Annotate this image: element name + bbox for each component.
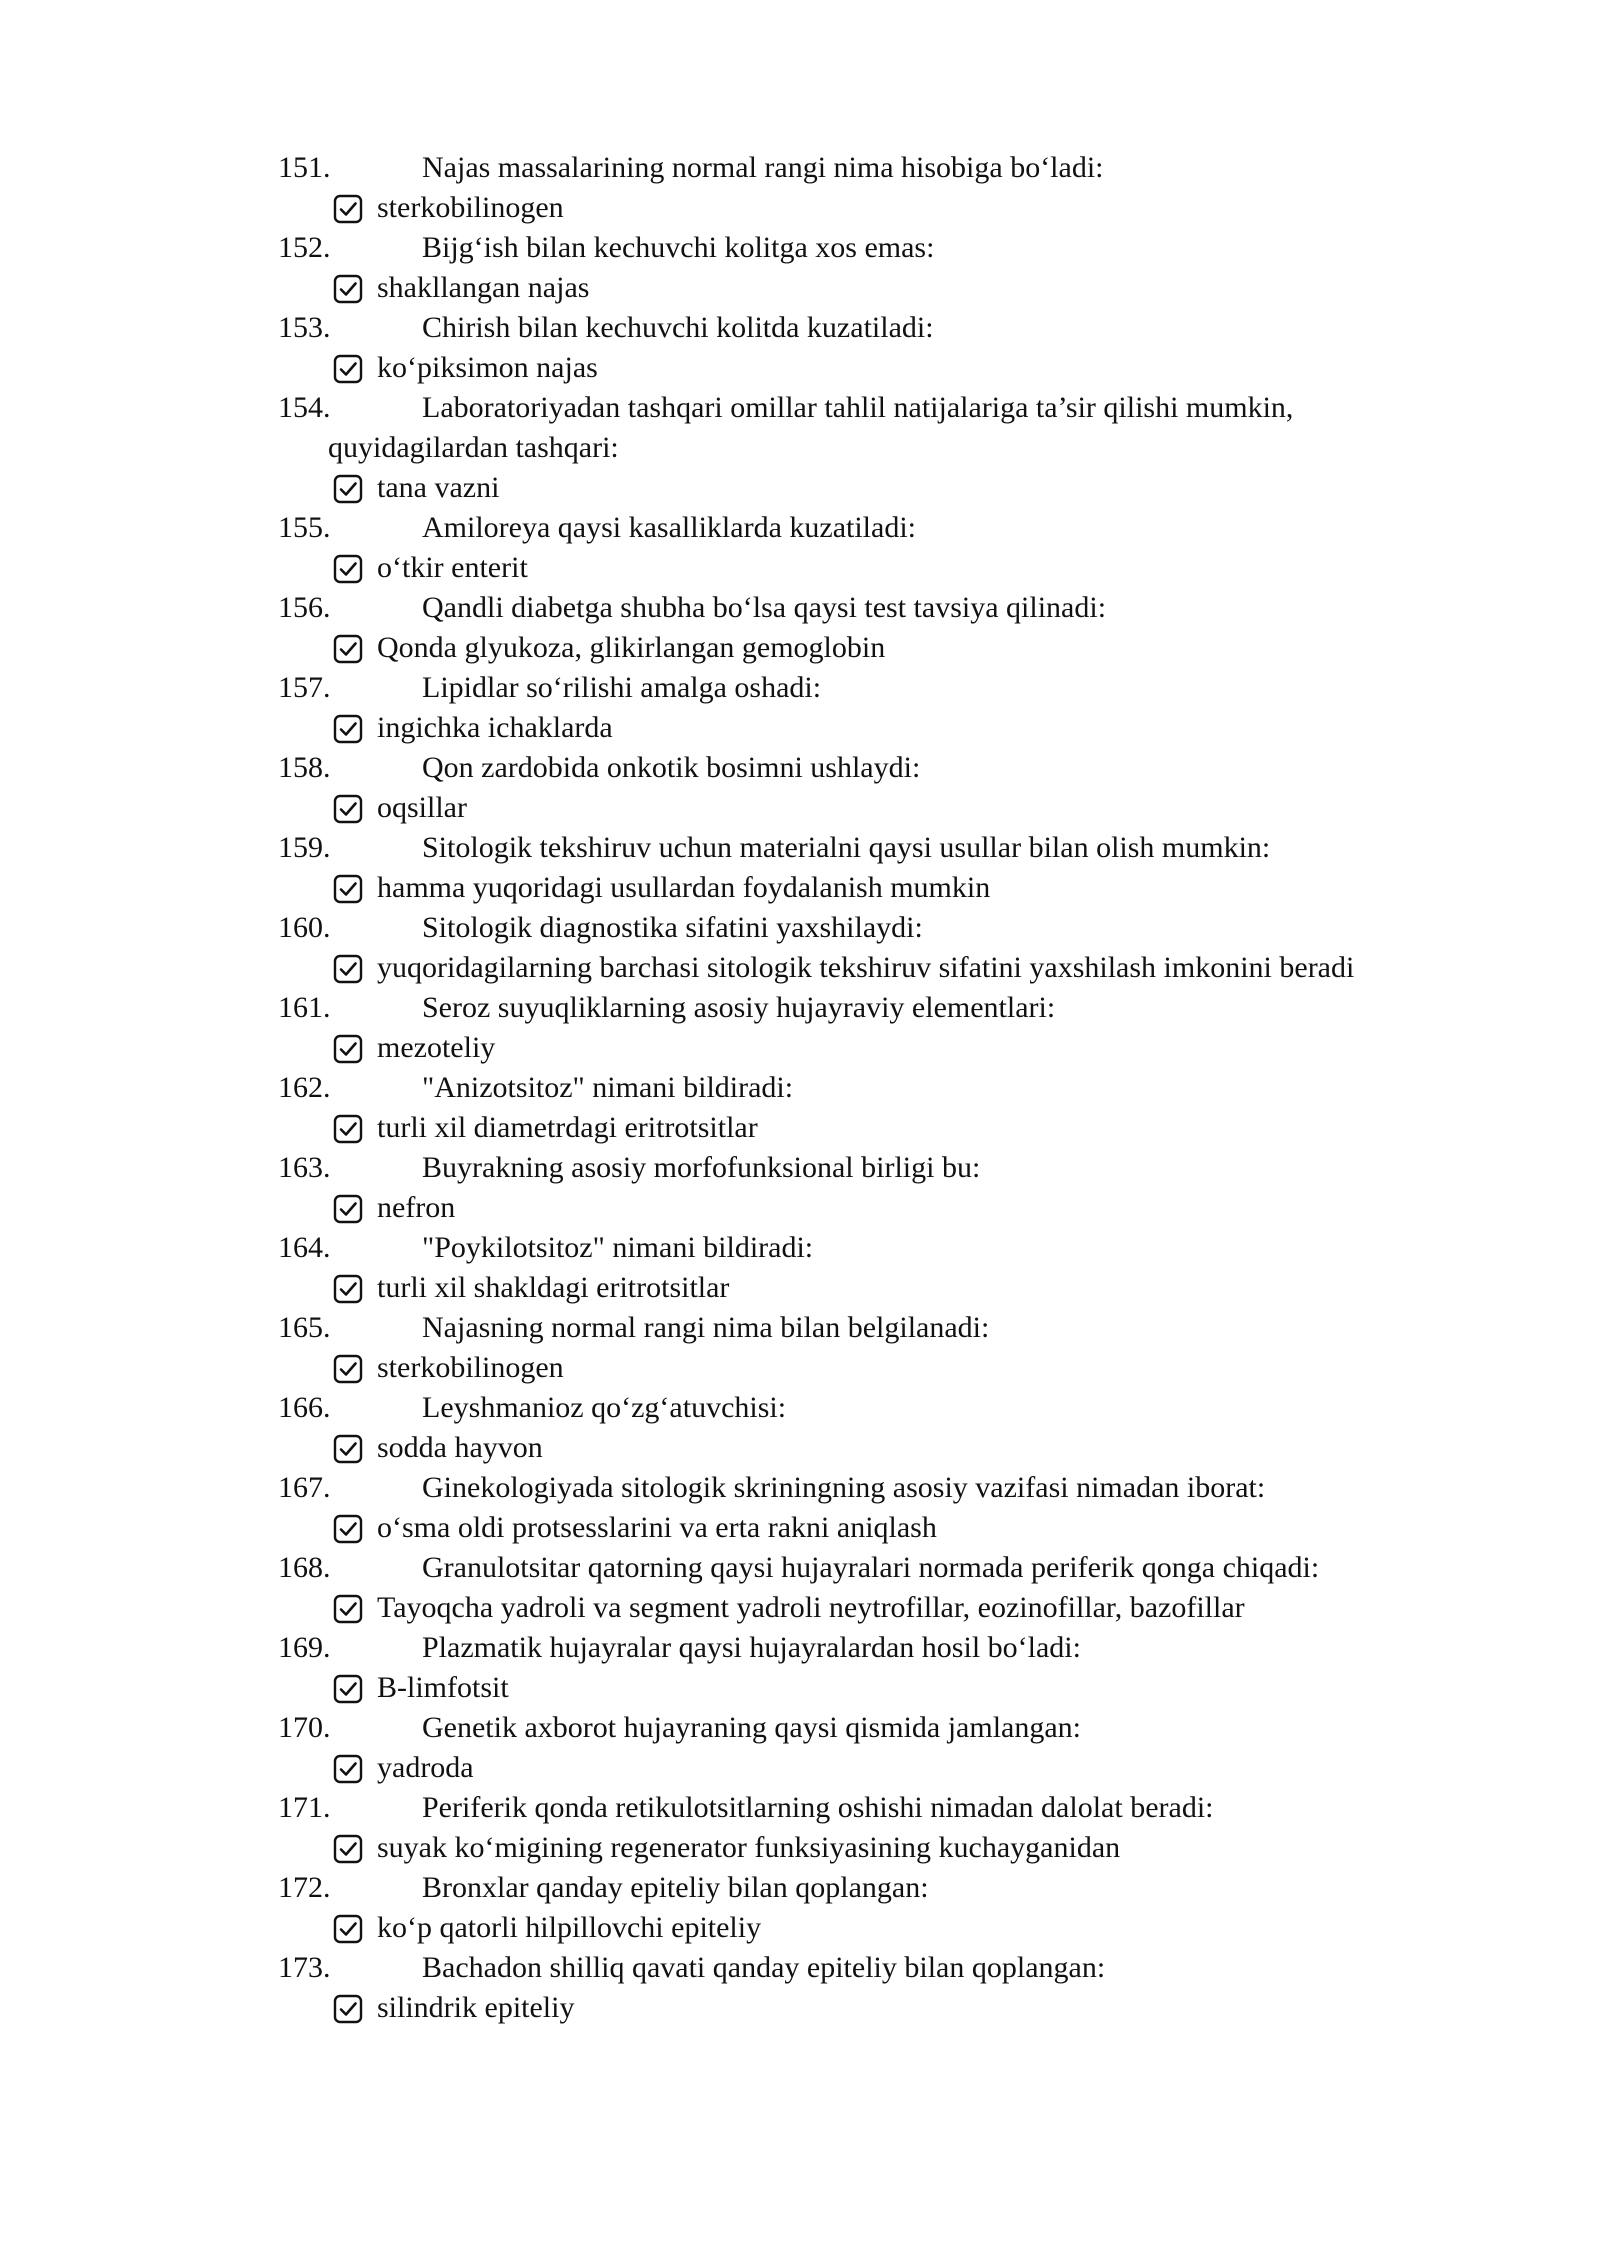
answer-row (0, 1348, 1600, 1388)
answer-row (0, 348, 1600, 388)
question-number: 171. (278, 1791, 331, 1824)
answer-text: Qonda glyukoza, glikirlangan gemoglobin (377, 631, 886, 664)
question-row (0, 1068, 1600, 1108)
question-item (0, 1148, 1600, 1228)
question-item (0, 1868, 1600, 1948)
question-item (0, 1628, 1600, 1708)
question-item (0, 1948, 1600, 2028)
question-number: 166. (278, 1391, 331, 1424)
answer-text: ko‘p qatorli hilpillovchi epiteliy (377, 1911, 762, 1944)
checked-box-icon (333, 1274, 363, 1304)
question-row (0, 1228, 1600, 1268)
checked-box-icon (333, 1994, 363, 2024)
answer-row (0, 1108, 1600, 1148)
question-row (0, 388, 1600, 468)
question-row (0, 1868, 1600, 1908)
question-number: 173. (278, 1951, 331, 1984)
question-item (0, 588, 1600, 668)
question-number: 163. (278, 1151, 331, 1184)
question-row (0, 308, 1600, 348)
question-text: Genetik axborot hujayraning qaysi qismida jamlangan: (422, 1711, 1082, 1744)
question-number: 170. (278, 1711, 331, 1744)
question-item (0, 228, 1600, 308)
question-item (0, 908, 1600, 988)
question-number: 156. (278, 591, 331, 624)
answer-text: turli xil diametrdagi eritrotsitlar (377, 1111, 758, 1144)
answer-row (0, 268, 1600, 308)
question-item (0, 1548, 1600, 1628)
checked-box-icon (333, 1594, 363, 1624)
question-item (0, 1068, 1600, 1148)
answer-text: ingichka ichaklarda (377, 711, 613, 744)
question-text: Laboratoriyadan tashqari omillar tahlil natijalariga ta’sir qilishi mumkin, quyidagilardan tashqari: (328, 391, 1294, 464)
question-item (0, 668, 1600, 748)
question-number: 153. (278, 311, 331, 344)
checked-box-icon (333, 634, 363, 664)
question-row (0, 1708, 1600, 1748)
question-item (0, 1308, 1600, 1388)
checked-box-icon (333, 354, 363, 384)
question-row (0, 1308, 1600, 1348)
question-row (0, 1468, 1600, 1508)
answer-row (0, 1188, 1600, 1228)
answer-text: o‘sma oldi protsesslarini va erta rakni aniqlash (377, 1511, 937, 1544)
answer-row (0, 1588, 1600, 1628)
answer-text: hamma yuqoridagi usullardan foydalanish mumkin (377, 871, 991, 904)
question-row (0, 1548, 1600, 1588)
checked-box-icon (333, 874, 363, 904)
question-number: 155. (278, 511, 331, 544)
answer-row (0, 868, 1600, 908)
checked-box-icon (333, 794, 363, 824)
question-number: 159. (278, 831, 331, 864)
question-row (0, 1388, 1600, 1428)
checked-box-icon (333, 1514, 363, 1544)
question-text: Periferik qonda retikulotsitlarning oshishi nimadan dalolat beradi: (422, 1791, 1214, 1824)
checked-box-icon (333, 1754, 363, 1784)
question-number: 160. (278, 911, 331, 944)
question-number: 154. (278, 391, 331, 424)
question-text: Amiloreya qaysi kasalliklarda kuzatiladi: (422, 511, 917, 544)
question-text: Bronxlar qanday epiteliy bilan qoplangan: (422, 1871, 929, 1904)
question-number: 172. (278, 1871, 331, 1904)
answer-text: mezoteliy (377, 1031, 496, 1064)
question-text: Leyshmanioz qo‘zg‘atuvchisi: (422, 1391, 787, 1424)
answer-row (0, 948, 1600, 988)
question-item (0, 1788, 1600, 1868)
answer-text: turli xil shakldagi eritrotsitlar (377, 1271, 730, 1304)
question-text: Sitologik diagnostika sifatini yaxshilaydi: (422, 911, 923, 944)
question-number: 157. (278, 671, 331, 704)
answer-text: silindrik epiteliy (377, 1991, 575, 2024)
answer-row (0, 1668, 1600, 1708)
answer-row (0, 708, 1600, 748)
question-text: Bachadon shilliq qavati qanday epiteliy bilan qoplangan: (422, 1951, 1106, 1984)
checked-box-icon (333, 474, 363, 504)
checked-box-icon (333, 1034, 363, 1064)
checked-box-icon (333, 954, 363, 984)
answer-text: sodda hayvon (377, 1431, 543, 1464)
answer-row (0, 1828, 1600, 1868)
question-row (0, 1788, 1600, 1828)
question-number: 168. (278, 1551, 331, 1584)
question-number: 151. (278, 151, 331, 184)
question-item (0, 308, 1600, 388)
answer-row (0, 1268, 1600, 1308)
question-text: Najasning normal rangi nima bilan belgilanadi: (422, 1311, 990, 1344)
answer-row (0, 1908, 1600, 1948)
answer-text: suyak ko‘migining regenerator funksiyasining kuchayganidan (377, 1831, 1121, 1864)
question-item (0, 988, 1600, 1068)
question-item (0, 1388, 1600, 1468)
question-text: Qon zardobida onkotik bosimni ushlaydi: (422, 751, 921, 784)
answer-text: tana vazni (377, 471, 500, 504)
checked-box-icon (333, 1834, 363, 1864)
question-text: Plazmatik hujayralar qaysi hujayralardan hosil bo‘ladi: (422, 1631, 1081, 1664)
checked-box-icon (333, 1914, 363, 1944)
question-row (0, 228, 1600, 268)
question-text: "Poykilotsitoz" nimani bildiradi: (422, 1231, 814, 1264)
question-item (0, 508, 1600, 588)
question-row (0, 748, 1600, 788)
question-row (0, 148, 1600, 188)
question-text: Sitologik tekshiruv uchun materialni qaysi usullar bilan olish mumkin: (422, 831, 1271, 864)
answer-row (0, 1508, 1600, 1548)
question-row (0, 988, 1600, 1028)
question-row (0, 908, 1600, 948)
question-number: 165. (278, 1311, 331, 1344)
question-row (0, 1628, 1600, 1668)
question-item (0, 828, 1600, 908)
question-text: Granulotsitar qatorning qaysi hujayralari normada periferik qonga chiqadi: (422, 1551, 1320, 1584)
question-item (0, 1228, 1600, 1308)
question-text: Qandli diabetga shubha bo‘lsa qaysi test tavsiya qilinadi: (422, 591, 1107, 624)
question-item (0, 148, 1600, 228)
question-text: Bijg‘ish bilan kechuvchi kolitga xos emas: (422, 231, 935, 264)
question-row (0, 588, 1600, 628)
checked-box-icon (333, 1114, 363, 1144)
checked-box-icon (333, 1194, 363, 1224)
question-number: 167. (278, 1471, 331, 1504)
answer-row (0, 548, 1600, 588)
checked-box-icon (333, 714, 363, 744)
question-number: 158. (278, 751, 331, 784)
answer-row (0, 1748, 1600, 1788)
question-item (0, 1468, 1600, 1548)
answer-text: B-limfotsit (377, 1671, 509, 1704)
checked-box-icon (333, 194, 363, 224)
checked-box-icon (333, 1674, 363, 1704)
answer-text: o‘tkir enterit (377, 551, 528, 584)
answer-text: yuqoridagilarning barchasi sitologik tekshiruv sifatini yaxshilash imkonini beradi (377, 951, 1355, 984)
answer-text: yadroda (377, 1751, 474, 1784)
answer-row (0, 1988, 1600, 2028)
answer-text: sterkobilinogen (377, 191, 564, 224)
question-list (0, 148, 1600, 2028)
question-number: 161. (278, 991, 331, 1024)
answer-row (0, 788, 1600, 828)
answer-text: shakllangan najas (377, 271, 590, 304)
checked-box-icon (333, 1354, 363, 1384)
question-number: 169. (278, 1631, 331, 1664)
checked-box-icon (333, 1434, 363, 1464)
answer-text: oqsillar (377, 791, 467, 824)
question-row (0, 668, 1600, 708)
question-text: Seroz suyuqliklarning asosiy hujayraviy elementlari: (422, 991, 1056, 1024)
question-text: Najas massalarining normal rangi nima hisobiga bo‘ladi: (422, 151, 1104, 184)
answer-text: Tayoqcha yadroli va segment yadroli neytrofillar, eozinofillar, bazofillar (377, 1591, 1245, 1624)
question-item (0, 1708, 1600, 1788)
question-text: Buyrakning asosiy morfofunksional birligi bu: (422, 1151, 981, 1184)
question-text: Chirish bilan kechuvchi kolitda kuzatiladi: (422, 311, 934, 344)
question-number: 162. (278, 1071, 331, 1104)
question-text: "Anizotsitoz" nimani bildiradi: (422, 1071, 794, 1104)
answer-text: nefron (377, 1191, 456, 1224)
answer-row (0, 628, 1600, 668)
question-row (0, 508, 1600, 548)
answer-row (0, 188, 1600, 228)
answer-row (0, 468, 1600, 508)
question-row (0, 1948, 1600, 1988)
question-text: Lipidlar so‘rilishi amalga oshadi: (422, 671, 822, 704)
question-number: 164. (278, 1231, 331, 1264)
checked-box-icon (333, 554, 363, 584)
answer-text: sterkobilinogen (377, 1351, 564, 1384)
question-text: Ginekologiyada sitologik skriningning asosiy vazifasi nimadan iborat: (422, 1471, 1266, 1504)
answer-text: ko‘piksimon najas (377, 351, 598, 384)
question-item (0, 388, 1600, 508)
question-item (0, 748, 1600, 828)
answer-row (0, 1028, 1600, 1068)
answer-row (0, 1428, 1600, 1468)
question-row (0, 828, 1600, 868)
question-row (0, 1148, 1600, 1188)
checked-box-icon (333, 274, 363, 304)
question-number: 152. (278, 231, 331, 264)
